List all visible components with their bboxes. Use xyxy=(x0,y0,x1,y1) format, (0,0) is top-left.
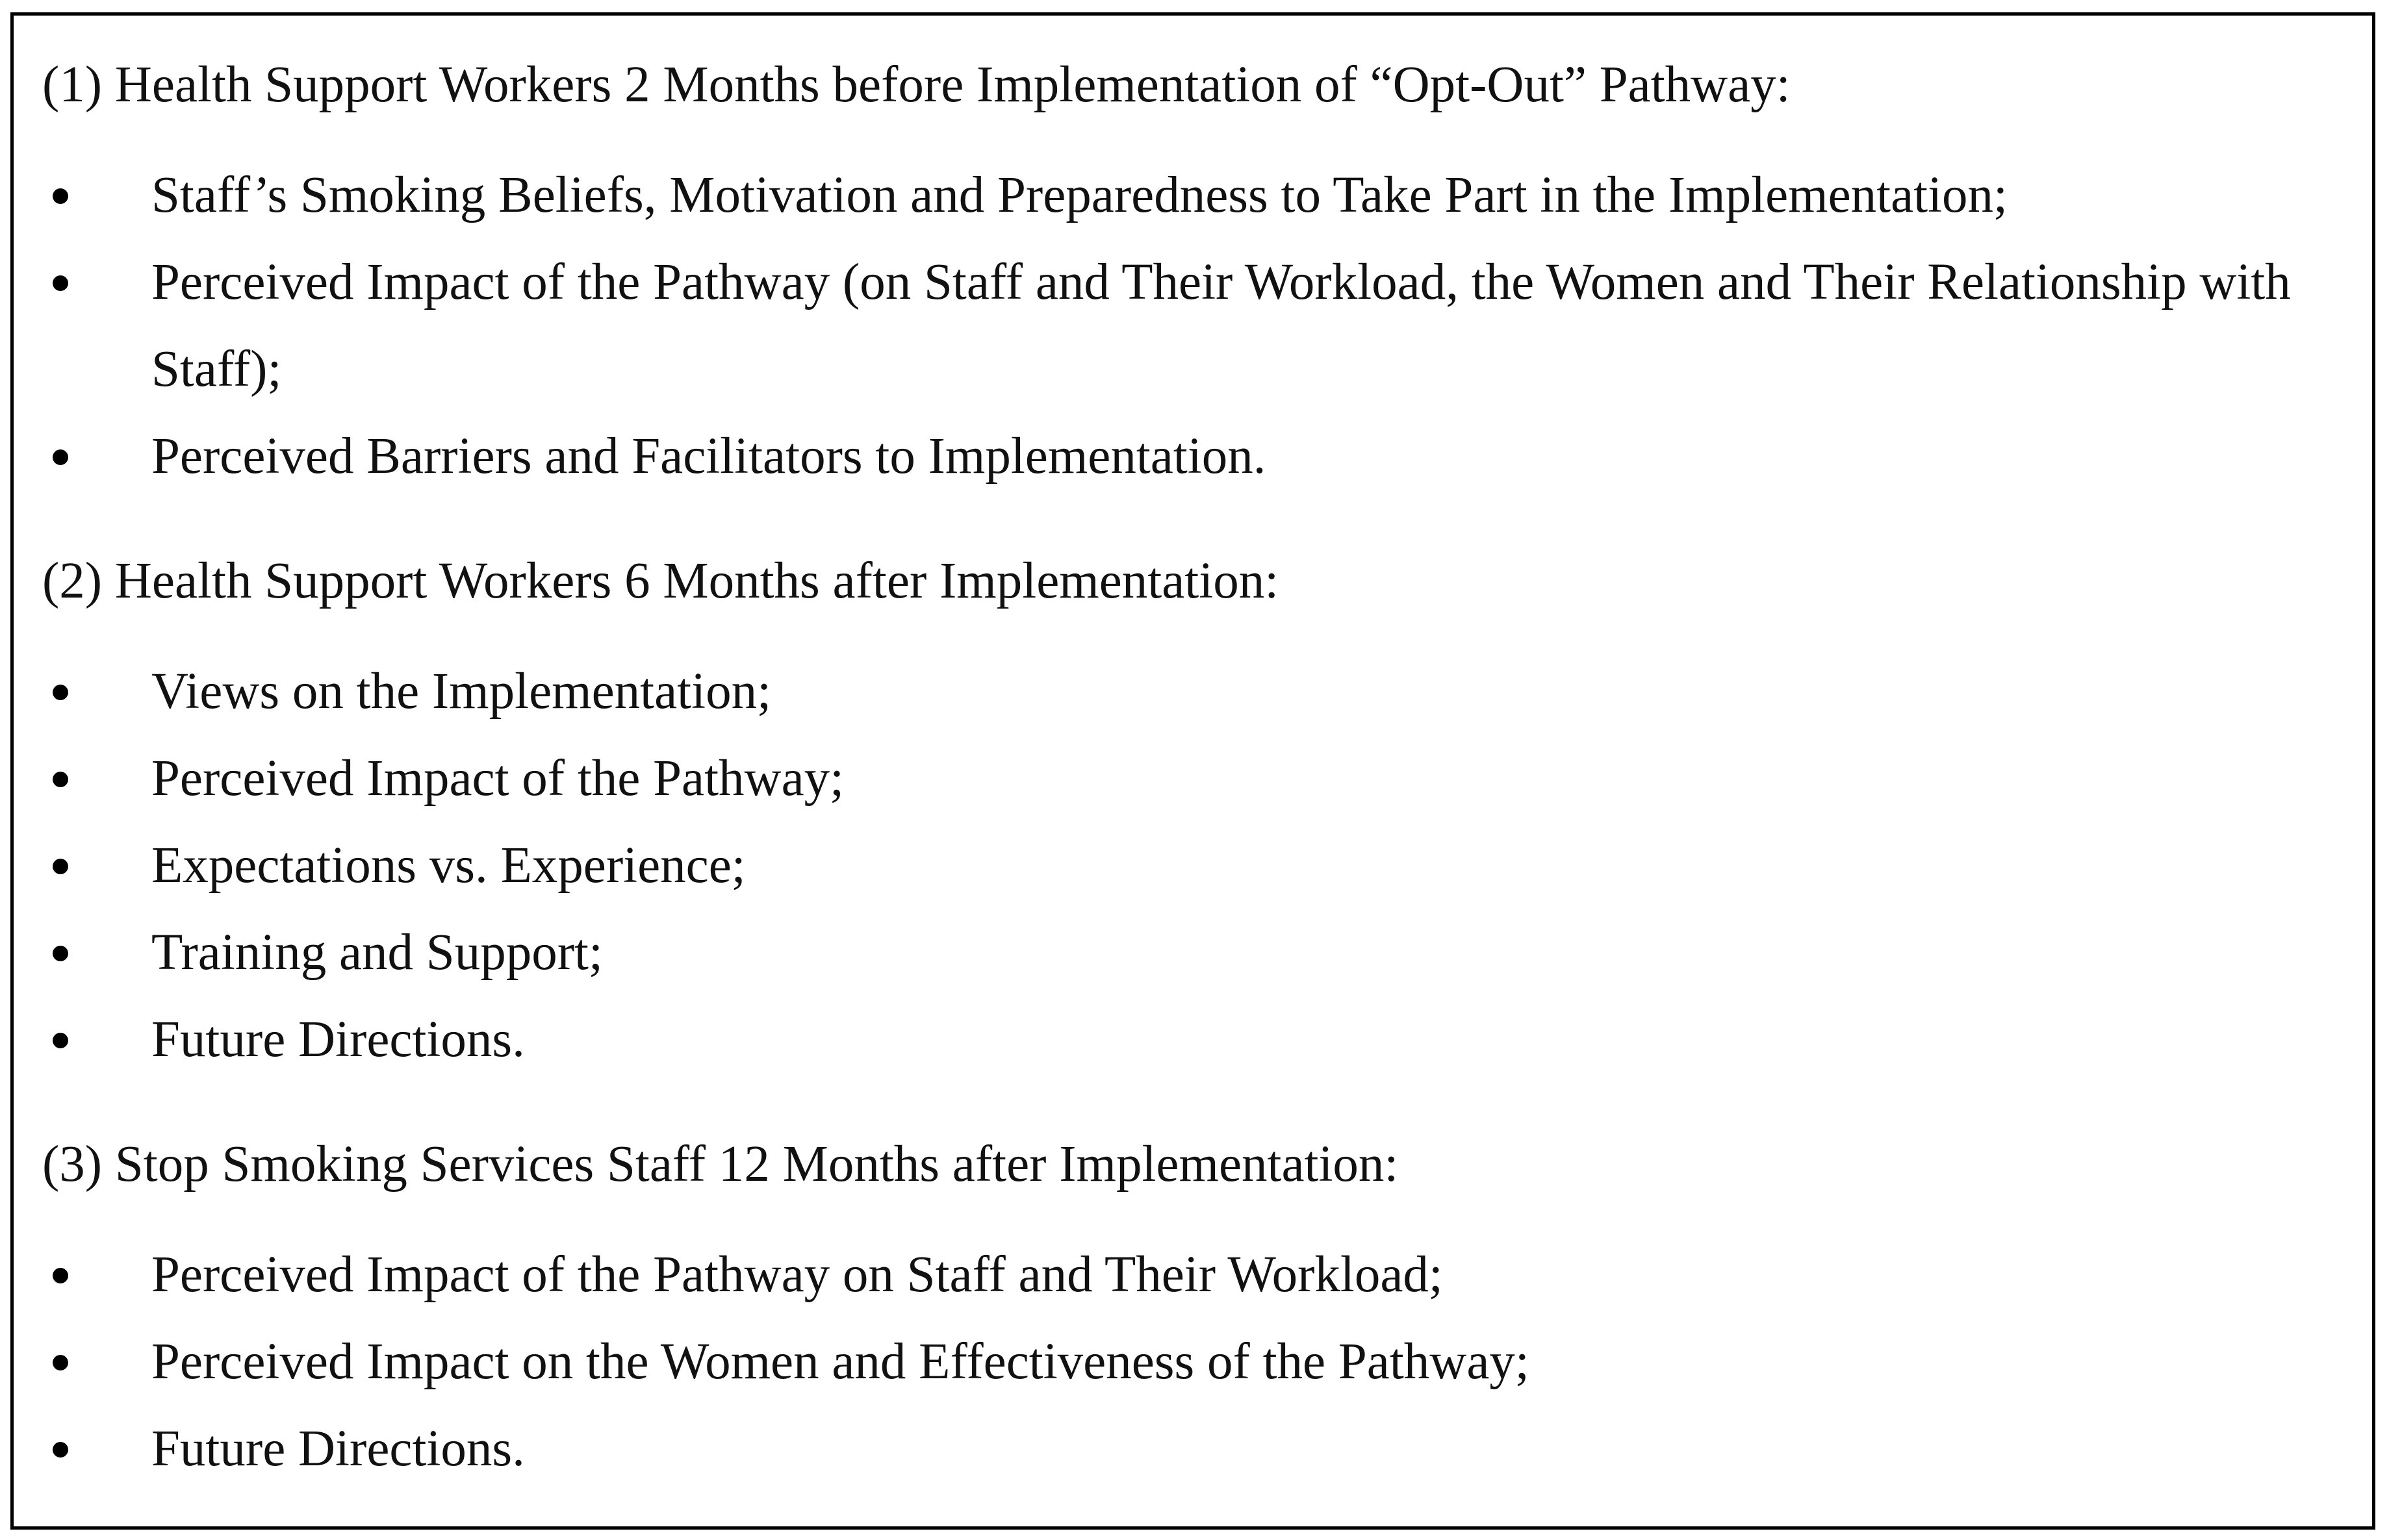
list-item xyxy=(42,822,2346,909)
bullet-icon xyxy=(53,1442,68,1458)
section-3-list xyxy=(42,1231,2346,1493)
list-item-text: Future Directions. xyxy=(151,1420,525,1477)
bullet-icon xyxy=(53,449,68,465)
interview-topics-content xyxy=(42,42,2346,1493)
list-item xyxy=(42,648,2346,735)
list-item xyxy=(42,413,2346,500)
interview-topics-box xyxy=(10,12,2375,1530)
bullet-icon xyxy=(53,1033,68,1048)
section-heading-2: (2) Health Support Workers 6 Months after Implementation: xyxy=(42,553,1279,609)
list-item-text: Future Directions. xyxy=(151,1011,525,1068)
section-heading-3: (3) Stop Smoking Services Staff 12 Months after Implementation: xyxy=(42,1136,1399,1193)
list-item xyxy=(42,239,2346,413)
bullet-icon xyxy=(53,685,68,700)
list-item-text: Perceived Impact of the Pathway on Staff and Their Workload; xyxy=(151,1246,1443,1303)
list-item-text: Training and Support; xyxy=(151,924,603,981)
bullet-icon xyxy=(53,1268,68,1283)
list-item-text: Views on the Implementation; xyxy=(151,663,772,720)
section-heading-1: (1) Health Support Workers 2 Months before Implementation of “Opt-Out” Pathway: xyxy=(42,57,1791,113)
spacer xyxy=(42,1208,2346,1231)
list-item-text: Perceived Impact of the Pathway; xyxy=(151,750,845,807)
section-2-list xyxy=(42,648,2346,1083)
list-item xyxy=(42,909,2346,996)
spacer xyxy=(42,625,2346,648)
bullet-icon xyxy=(53,275,68,291)
list-item-text: Expectations vs. Experience; xyxy=(151,837,746,894)
bullet-icon xyxy=(53,946,68,961)
list-item-text: Perceived Impact on the Women and Effectiveness of the Pathway; xyxy=(151,1333,1529,1390)
list-item-text: Perceived Barriers and Facilitators to Implementation. xyxy=(151,428,1266,485)
list-item-text: Perceived Impact of the Pathway (on Staff and Their Workload, the Women and Their Relationship with Staff); xyxy=(151,254,2291,398)
list-item-text: Staff’s Smoking Beliefs, Motivation and Preparedness to Take Part in the Implementation; xyxy=(151,167,2008,223)
list-item xyxy=(42,152,2346,239)
bullet-icon xyxy=(53,772,68,787)
bullet-icon xyxy=(53,1355,68,1370)
list-item xyxy=(42,1319,2346,1406)
bullet-icon xyxy=(53,188,68,204)
list-item xyxy=(42,735,2346,822)
bullet-icon xyxy=(53,859,68,874)
list-item xyxy=(42,1231,2346,1319)
list-item xyxy=(42,996,2346,1083)
section-1-list xyxy=(42,152,2346,500)
list-item xyxy=(42,1406,2346,1493)
spacer xyxy=(42,129,2346,152)
